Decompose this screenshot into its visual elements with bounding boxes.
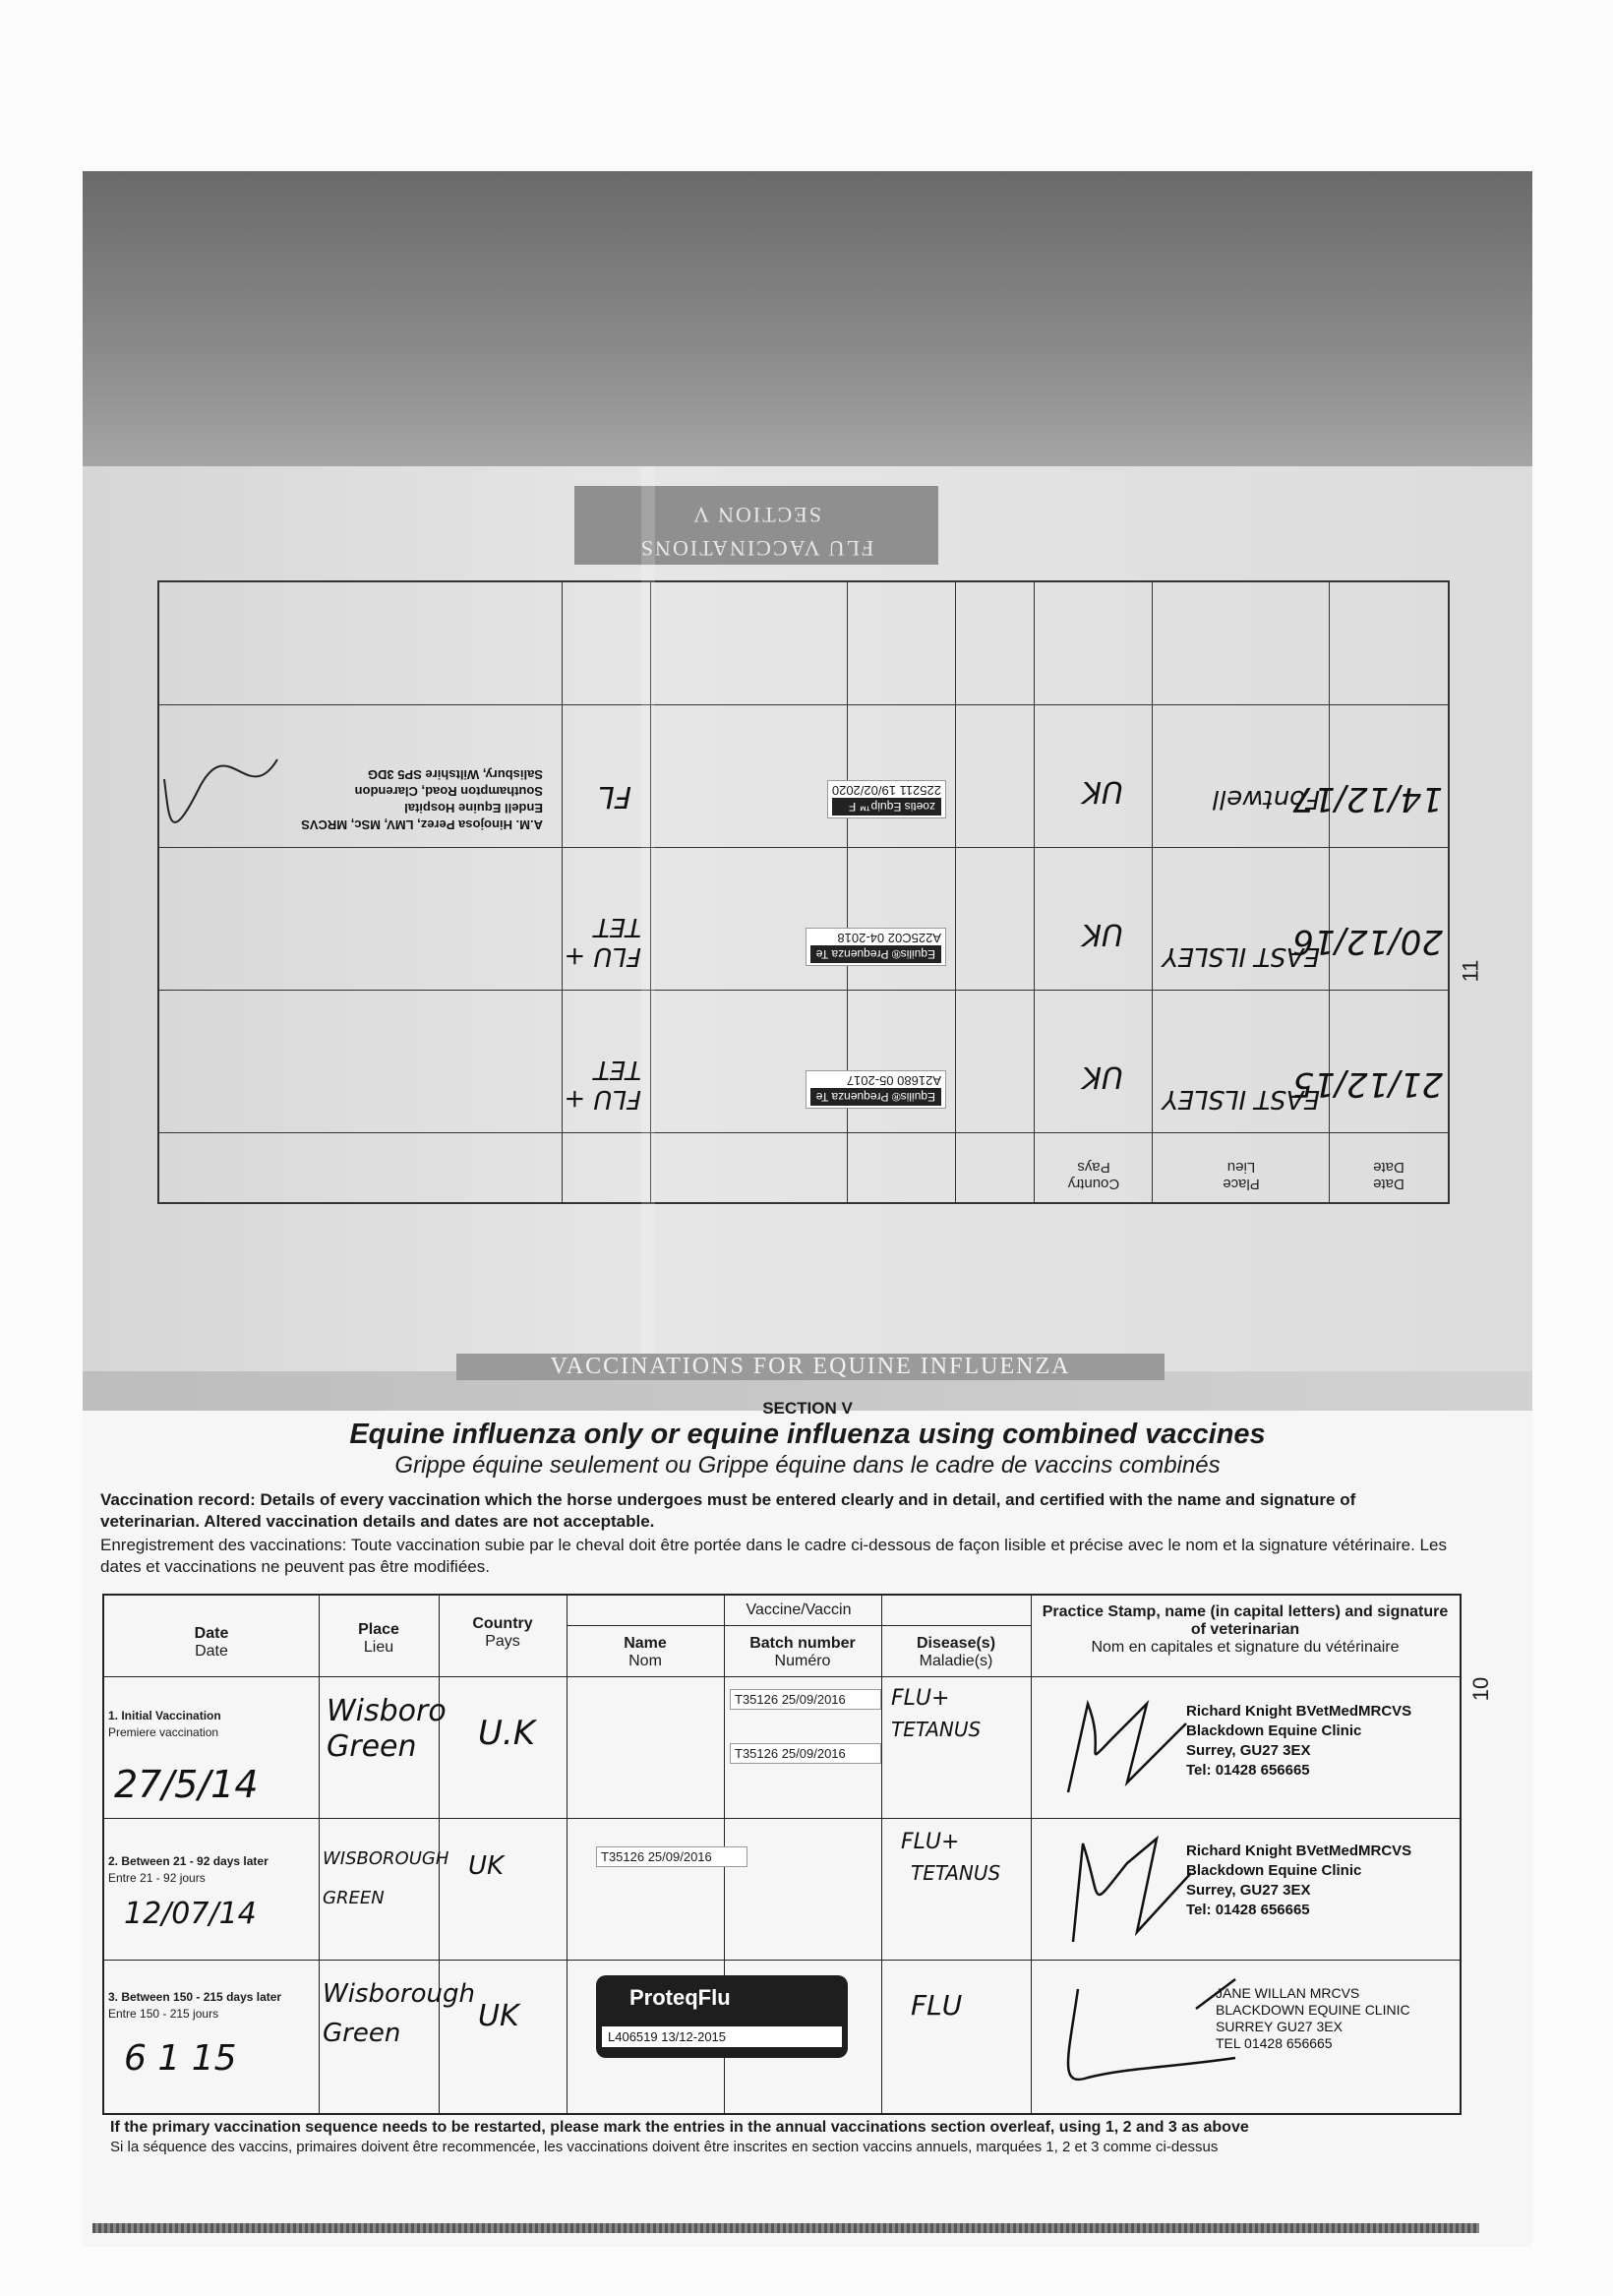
row3-batch: L406519 13/12-2015	[602, 2026, 842, 2047]
row3-vet-stamp: JANE WILLAN MRCVS BLACKDOWN EQUINE CLINIC SURREY GU27 3EX TEL 01428 656665	[1216, 1985, 1410, 2051]
record-instructions-en: Vaccination record: Details of every vaccination which the horse undergoes must be entered clearly and in detail, and certified with the name and signature of veterinarian. Altered vaccination details and dates are not acceptable.	[100, 1490, 1356, 1531]
flu-section-header	[574, 486, 938, 565]
upper-row3-country: UK	[1082, 774, 1123, 809]
upper-vet-stamp: A.M. Hinojosa Perez, LMV, MSc, MRCVS Endell Equine Hospital Southampton Road, Clarendon Salisbury, Wiltshire SP5 3DG	[301, 767, 543, 832]
row2-date: 12/07/14	[124, 1897, 257, 1931]
upper-header-place: Place Lieu	[1223, 1159, 1260, 1192]
upside-down-content	[102, 486, 1479, 1489]
upper-row2-place: EAST ILSLEY	[1162, 941, 1320, 971]
upper-row3-place: Fontwell	[1212, 784, 1320, 814]
upper-header-country: Country Pays	[1067, 1159, 1120, 1192]
upper-row2-country: UK	[1082, 917, 1123, 951]
row3-place: Wisborough Green	[323, 1979, 475, 2048]
upper-row2-sticker: Equilis® Prequenza Te A225C02 04-2018	[806, 928, 946, 966]
upper-row1-date: 21/12/15	[1292, 1064, 1443, 1104]
row3-proteqflu-sticker	[596, 1975, 848, 2058]
footer-note-en: If the primary vaccination sequence needs to be restarted, please mark the entries in the annual vaccinations section overleaf, using 1, 2 and 3 as above	[110, 2119, 1249, 2136]
upper-flu-page	[83, 466, 1532, 1509]
row2-disease-2: TETANUS	[911, 1861, 1001, 1885]
header-stamp: Practice Stamp, name (in capital letters) and signature of veterinarian Nom en capitales et signature du vétérinaire	[1042, 1603, 1449, 1656]
header-batch: Batch number Numéro	[749, 1635, 856, 1669]
row2-disease-1: FLU+	[901, 1830, 960, 1854]
header-country: Country Pays	[472, 1615, 533, 1650]
row2-vet-stamp: Richard Knight BVetMedMRCVS Blackdown Equine Clinic Surrey, GU27 3EX Tel: 01428 656665	[1186, 1843, 1412, 1918]
scanned-passport-page	[83, 171, 1532, 2247]
header-vaccine: Vaccine/Vaccin	[746, 1601, 852, 1618]
header-name: Name Nom	[624, 1635, 667, 1669]
upper-row3-disease: FL	[598, 779, 631, 814]
section-heading-fr: Grippe équine seulement ou Grippe équine dans le cadre de vaccins combinés	[394, 1452, 1221, 1479]
header-place: Place Lieu	[358, 1621, 399, 1656]
record-instructions-fr: Enregistrement des vaccinations: Toute vaccination subie par le cheval doit être portée dans le cadre ci-dessous de façon lisible et précise avec le nom et la signature vétérinaire. Les dates et vaccinations ne peuvent pas être modifiées.	[100, 1536, 1447, 1576]
row3-country: UK	[478, 1999, 519, 2033]
row2-place: WISBOROUGH GREEN	[323, 1848, 449, 1908]
row2-vet-signature	[1048, 1824, 1206, 1952]
section-label: SECTION V	[762, 1399, 853, 1418]
page-number-10: 10	[1468, 1676, 1494, 1702]
row3-label: 3. Between 150 - 215 days later Entre 150 - 215 jours	[108, 1990, 282, 2021]
row1-vet-signature	[1048, 1684, 1206, 1812]
row1-country: U.K	[478, 1714, 535, 1753]
upper-row1-disease: FLU + TET	[564, 1055, 641, 1114]
page-number-11: 11	[1458, 959, 1483, 983]
upper-row2-date: 20/12/16	[1292, 922, 1443, 961]
row1-place: Wisboro Green	[327, 1694, 447, 1764]
row1-batch-sticker-1: T35126 25/09/2016	[730, 1689, 881, 1710]
upper-row3-date: 14/12/17	[1292, 779, 1443, 818]
upper-row3-sticker: zoetis Equip™ F 225211 19/02/2020	[827, 780, 946, 818]
header-date: Date Date	[194, 1625, 229, 1660]
row3-vet-signature	[1048, 1969, 1245, 2107]
row3-disease: FLU	[911, 1989, 963, 2022]
upper-row2-disease: FLU + TET	[564, 912, 641, 971]
flu-section-number: SECTION V	[691, 503, 821, 527]
header-disease: Disease(s) Maladie(s)	[916, 1635, 996, 1669]
row2-label: 2. Between 21 - 92 days later Entre 21 - 92 jours	[108, 1854, 269, 1885]
row2-country: UK	[468, 1851, 505, 1881]
row1-disease-2: TETANUS	[891, 1718, 982, 1741]
upper-row1-country: UK	[1082, 1059, 1123, 1094]
influenza-band-title: VACCINATIONS FOR EQUINE INFLUENZA	[456, 1354, 1165, 1380]
proteqflu-brand: ProteqFlu	[629, 1985, 731, 2010]
upper-vet-signature	[159, 710, 287, 848]
row2-batch-sticker: T35126 25/09/2016	[596, 1846, 747, 1867]
upper-row1-sticker: Equilis® Prequenza Te A21680 05-2017	[806, 1070, 946, 1109]
section-heading-en: Equine influenza only or equine influenza using combined vaccines	[349, 1419, 1266, 1450]
upper-header-date: Date Date	[1373, 1159, 1404, 1192]
row1-disease-1: FLU+	[891, 1686, 950, 1711]
scan-bottom-edge	[92, 2223, 1479, 2233]
row1-batch-sticker-2: T35126 25/09/2016	[730, 1743, 881, 1764]
row1-date: 27/5/14	[114, 1763, 259, 1806]
row1-vet-stamp: Richard Knight BVetMedMRCVS Blackdown Equine Clinic Surrey, GU27 3EX Tel: 01428 656665	[1186, 1703, 1412, 1779]
upper-vaccination-grid	[157, 580, 1450, 1204]
flu-section-title: FLU VACCINATIONS	[638, 536, 874, 561]
row3-date: 6 1 15	[124, 2038, 237, 2079]
upper-row1-place: EAST ILSLEY	[1162, 1084, 1320, 1114]
footer-note-fr: Si la séquence des vaccins, primaires doivent être recommencée, les vaccinations doivent être inscrites en section vaccins annuels, marquées 1, 2 et 3 comme ci-dessus	[110, 2139, 1219, 2155]
row1-label: 1. Initial Vaccination Premiere vaccination	[108, 1709, 221, 1739]
vaccination-record-table	[102, 1594, 1462, 2115]
scan-dark-margin	[83, 171, 1532, 466]
